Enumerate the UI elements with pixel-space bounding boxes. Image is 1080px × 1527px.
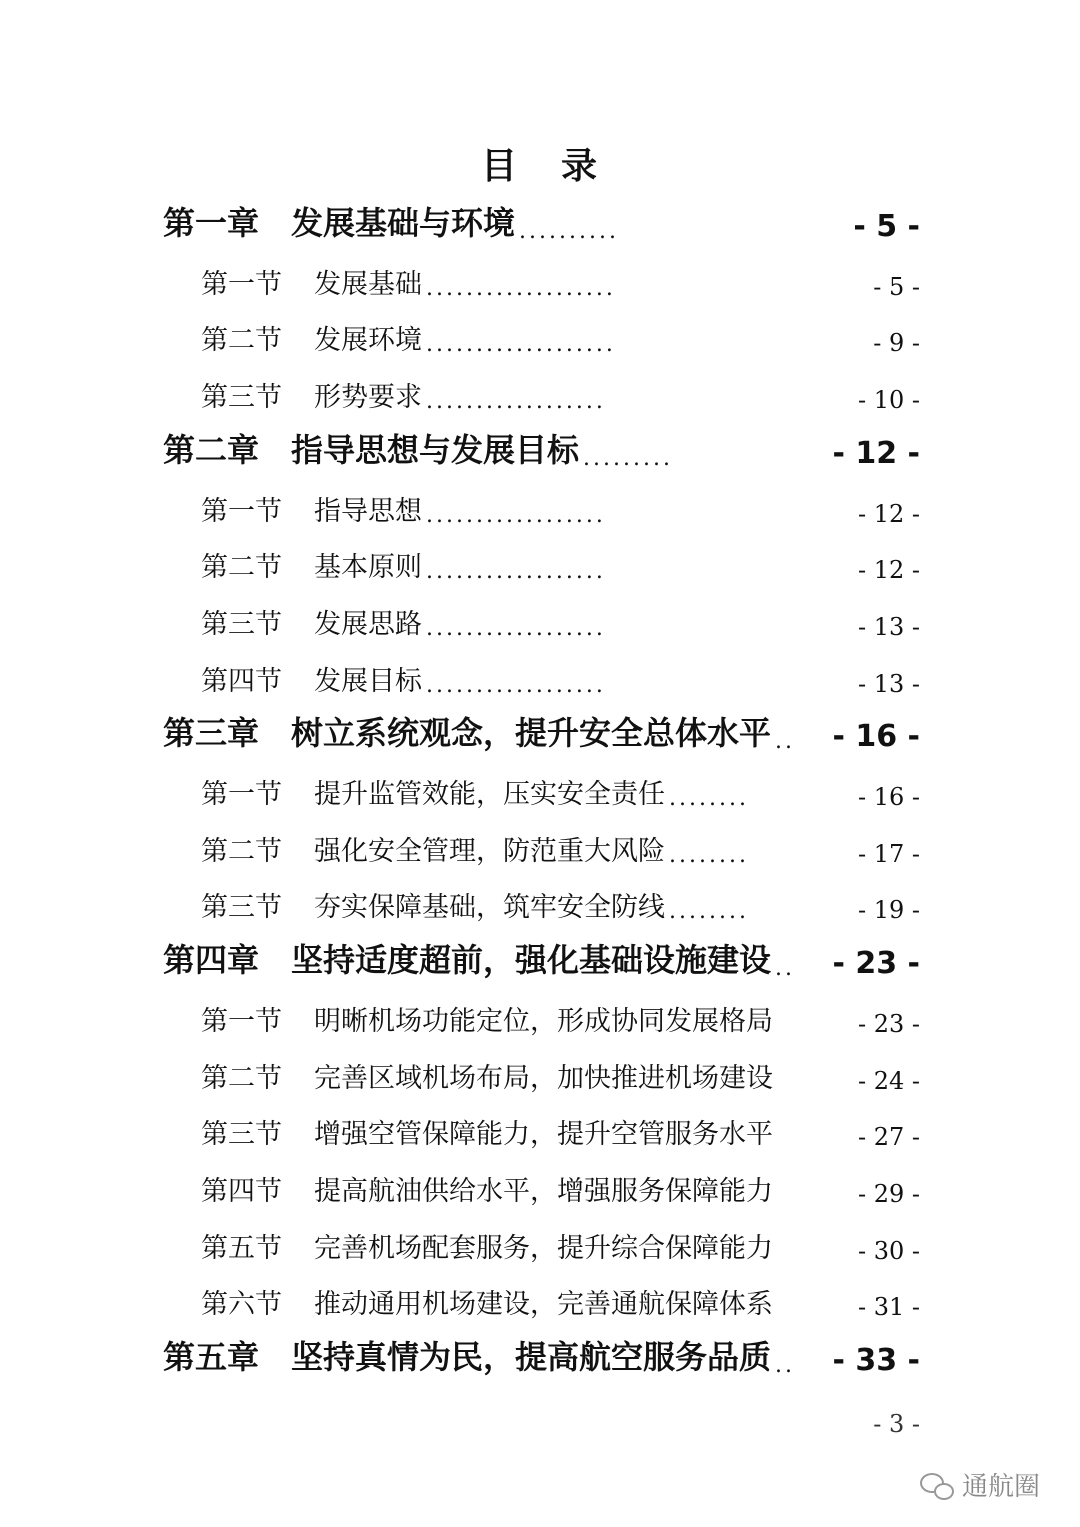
toc-section-row[interactable] [0,755,1080,811]
section-title: 完善区域机场布局，加快推进机场建设 [314,1062,773,1094]
toc-chapter-row[interactable] [0,1322,1080,1378]
toc-section-row[interactable] [0,472,1080,528]
watermark [920,1466,1040,1503]
leader-dots: .. [775,956,796,982]
leader-dots: .. [775,1353,796,1378]
section-title: 提升监管效能，压实安全责任 [314,779,665,810]
toc-page-number: - 23 - [857,1009,920,1038]
chapter-number: 第五章 [163,1338,260,1376]
toc-page-number: - 17 - [857,839,920,868]
toc-entry-label [0,935,771,981]
leader-dots: .................. [426,672,606,698]
toc-entry-label [0,999,773,1038]
toc-entry-label [0,1112,773,1151]
section-title: 增强空管保障能力，提升空管服务水平 [314,1119,773,1151]
section-number: 第三节 [201,1119,282,1151]
toc-page-number: - 12 - [857,556,920,585]
leader-dots: ........ [669,786,749,811]
toc-page-number: - 12 - [857,499,920,528]
leader-dots: ......... [583,445,673,471]
toc-chapter-row[interactable] [0,698,1080,754]
toc-page-number: - 9 - [873,329,920,358]
toc-section-row[interactable] [0,1209,1080,1265]
chapter-number: 第一章 [163,204,260,242]
toc-entry-label [0,885,665,924]
chapter-title: 树立系统观念，提升安全总体水平 [291,714,772,753]
section-title: 形势要求 [314,382,422,414]
toc-page-number: - 23 - [832,946,920,982]
leader-dots: ........ [669,899,749,925]
toc-entry-label [0,262,422,301]
toc-section-row[interactable] [0,1265,1080,1321]
section-number: 第四节 [201,1175,282,1207]
chapter-title: 指导思想与发展目标 [291,430,580,469]
leader-dots: .......... [519,219,619,244]
section-number: 第二节 [201,835,282,867]
leader-dots: ................... [426,332,616,358]
toc-chapter-row[interactable] [0,415,1080,471]
section-title: 指导思想 [314,495,422,527]
section-title: 发展目标 [314,665,422,697]
title-char-2: 录 [561,145,600,187]
wechat-icon [920,1471,954,1499]
toc-section-row[interactable] [0,585,1080,641]
toc-entry-label [0,198,515,244]
toc-page-number: - 24 - [857,1066,920,1095]
toc-entry-label [0,489,422,528]
toc-entry-label [0,1226,773,1265]
toc-section-row[interactable] [0,642,1080,698]
toc-section-row[interactable] [0,528,1080,584]
toc-section-row[interactable] [0,245,1080,301]
toc-section-row[interactable] [0,1095,1080,1151]
section-title: 明晰机场功能定位，形成协同发展格局 [314,1005,773,1037]
toc-section-row[interactable] [0,358,1080,414]
toc-chapter-row[interactable] [0,925,1080,981]
toc-entry-label [0,708,771,754]
section-number: 第三节 [201,382,282,414]
toc-entry-label [0,425,579,471]
toc-page-number: - 16 - [832,719,920,755]
section-number: 第一节 [201,268,282,300]
section-number: 第一节 [201,779,282,810]
toc-entry-label [0,602,422,641]
section-title: 夯实保障基础，筑牢安全防线 [314,892,665,924]
toc-page-number: - 5 - [853,209,920,244]
leader-dots: .................. [426,502,606,528]
section-title: 提高航油供给水平，增强服务保障能力 [314,1175,773,1207]
chapter-title: 发展基础与环境 [291,204,516,242]
section-number: 第五节 [201,1232,282,1264]
chapter-number: 第四章 [163,941,260,980]
toc-entry-label [0,1056,773,1095]
toc-entry-label [0,772,665,811]
leader-dots: .. [775,729,796,755]
section-number: 第四节 [201,665,282,697]
toc-entry-label [0,829,665,868]
toc-page-number: - 27 - [857,1123,920,1152]
toc-page-number: - 16 - [857,783,920,811]
chapter-number: 第三章 [163,714,260,753]
toc-entry-label [0,375,422,414]
section-title: 强化安全管理，防范重大风险 [314,835,665,867]
section-title: 基本原则 [314,552,422,584]
toc-page-number: - 19 - [857,896,920,925]
toc-section-row[interactable] [0,812,1080,868]
section-number: 第二节 [201,325,282,357]
title-char-1: 目 [480,145,519,187]
toc-page-number: - 33 - [832,1343,920,1378]
toc-section-row[interactable] [0,982,1080,1038]
section-title: 推动通用机场建设，完善通航保障体系 [314,1289,773,1321]
chapter-title: 坚持适度超前，强化基础设施建设 [291,941,772,980]
leader-dots: .................. [426,615,606,641]
toc-section-row[interactable] [0,1039,1080,1095]
section-number: 第三节 [201,892,282,924]
leader-dots: ........ [669,842,749,868]
toc-page-number: - 13 - [857,669,920,698]
section-number: 第三节 [201,608,282,640]
toc-section-row[interactable] [0,868,1080,924]
section-number: 第一节 [201,1005,282,1037]
section-number: 第六节 [201,1289,282,1321]
section-title: 发展思路 [314,608,422,640]
section-number: 第二节 [201,1062,282,1094]
toc-entry-label [0,659,422,698]
toc-page-number: - 12 - [832,435,920,471]
toc-section-row[interactable] [0,1152,1080,1208]
section-number: 第二节 [201,552,282,584]
section-title: 发展基础 [314,268,422,300]
toc-page-number: - 5 - [873,272,920,301]
toc-entry-label [0,1169,773,1208]
chapter-number: 第二章 [163,430,260,469]
leader-dots: .................. [426,559,606,585]
toc-section-row[interactable] [0,301,1080,357]
section-title: 发展环境 [314,325,422,357]
section-title: 完善机场配套服务，提升综合保障能力 [314,1232,773,1264]
leader-dots: ................... [426,275,616,301]
toc-entry-label [0,318,422,357]
toc-title [0,138,1080,189]
toc-page-number: - 29 - [857,1179,920,1208]
page-number: - 3 - [873,1410,920,1438]
toc-chapter-row[interactable] [0,188,1080,244]
toc-entry-label [0,545,422,584]
toc-page-number: - 31 - [857,1293,920,1322]
leader-dots: .................. [426,389,606,415]
toc-entry-label [0,1332,771,1378]
toc-page-number: - 13 - [857,612,920,641]
chapter-title: 坚持真情为民，提高航空服务品质 [291,1338,772,1376]
section-number: 第一节 [201,495,282,527]
watermark-text: 通航圈 [961,1472,1040,1502]
toc-page-number: - 30 - [857,1236,920,1265]
toc-entry-label [0,1282,773,1321]
toc-page-number: - 10 - [857,386,920,415]
